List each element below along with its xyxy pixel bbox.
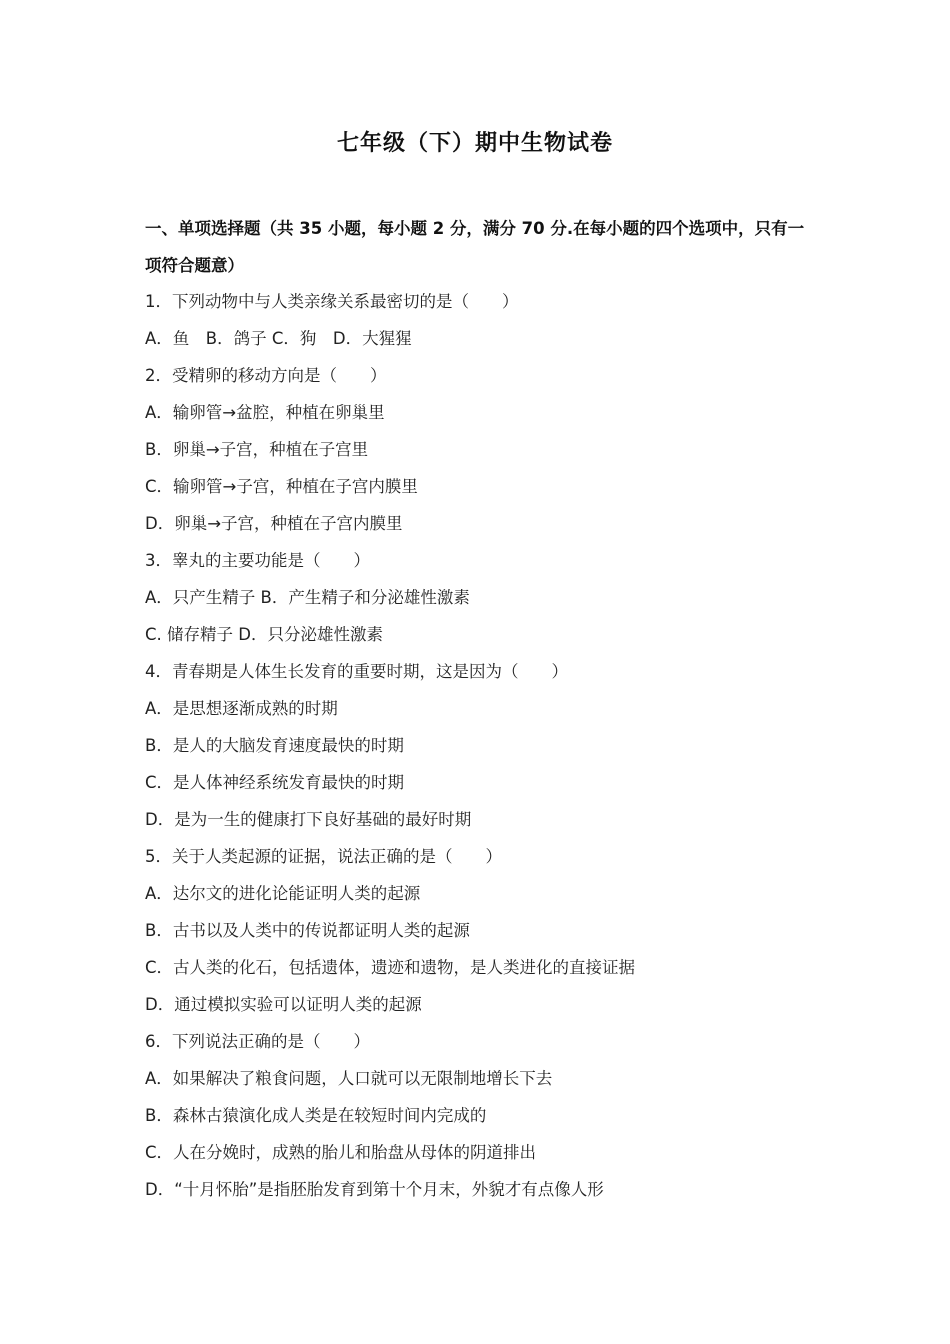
question-6-option-c: C．人在分娩时，成熟的胎儿和胎盘从母体的阴道排出 — [145, 1143, 537, 1162]
question-4-stem: 4．青春期是人体生长发育的重要时期，这是因为（ ） — [145, 662, 568, 681]
question-1-options: A．鱼 B．鸽子 C．狗 D．大猩猩 — [145, 329, 412, 348]
question-6-option-d: D．“十月怀胎”是指胚胎发育到第十个月末，外貌才有点像人形 — [145, 1180, 604, 1199]
question-4-option-b: B．是人的大脑发育速度最快的时期 — [145, 736, 404, 755]
question-2-stem: 2．受精卵的移动方向是（ ） — [145, 366, 387, 385]
question-5-stem: 5．关于人类起源的证据，说法正确的是（ ） — [145, 847, 502, 866]
question-1-stem: 1．下列动物中与人类亲缘关系最密切的是（ ） — [145, 292, 519, 311]
question-2-option-b: B．卵巢→子宫，种植在子宫里 — [145, 440, 369, 459]
page-title: 七年级（下）期中生物试卷 — [336, 131, 613, 156]
question-3-stem: 3．睾丸的主要功能是（ ） — [145, 551, 370, 570]
question-2-option-a: A．输卵管→盆腔，种植在卵巢里 — [145, 403, 385, 422]
question-4-option-c: C．是人体神经系统发育最快的时期 — [145, 773, 405, 792]
question-4-option-a: A．是思想逐渐成熟的时期 — [145, 699, 338, 718]
question-5-option-b: B．古书以及人类中的传说都证明人类的起源 — [145, 921, 470, 940]
question-list — [145, 283, 845, 1208]
question-6-stem: 6．下列说法正确的是（ ） — [145, 1032, 370, 1051]
question-5-option-a: A．达尔文的进化论能证明人类的起源 — [145, 884, 421, 903]
section-heading: 一、单项选择题（共 35 小题，每小题 2 分，满分 70 分.在每小题的四个选项中，只有一项符合题意） — [145, 219, 805, 275]
question-6-option-b: B．森林古猿演化成人类是在较短时间内完成的 — [145, 1106, 487, 1125]
question-6-option-a: A．如果解决了粮食问题，人口就可以无限制地增长下去 — [145, 1069, 553, 1088]
question-5-option-d: D．通过模拟实验可以证明人类的起源 — [145, 995, 422, 1014]
question-2-option-c: C．输卵管→子宫，种植在子宫内膜里 — [145, 477, 418, 496]
question-3-options-cd: C. 储存精子 D．只分泌雄性激素 — [145, 625, 383, 644]
question-5-option-c: C．古人类的化石，包括遗体，遗迹和遗物，是人类进化的直接证据 — [145, 958, 636, 977]
question-3-options-ab: A．只产生精子 B．产生精子和分泌雄性激素 — [145, 588, 470, 607]
question-2-option-d: D．卵巢→子宫，种植在子宫内膜里 — [145, 514, 403, 533]
question-4-option-d: D．是为一生的健康打下良好基础的最好时期 — [145, 810, 472, 829]
